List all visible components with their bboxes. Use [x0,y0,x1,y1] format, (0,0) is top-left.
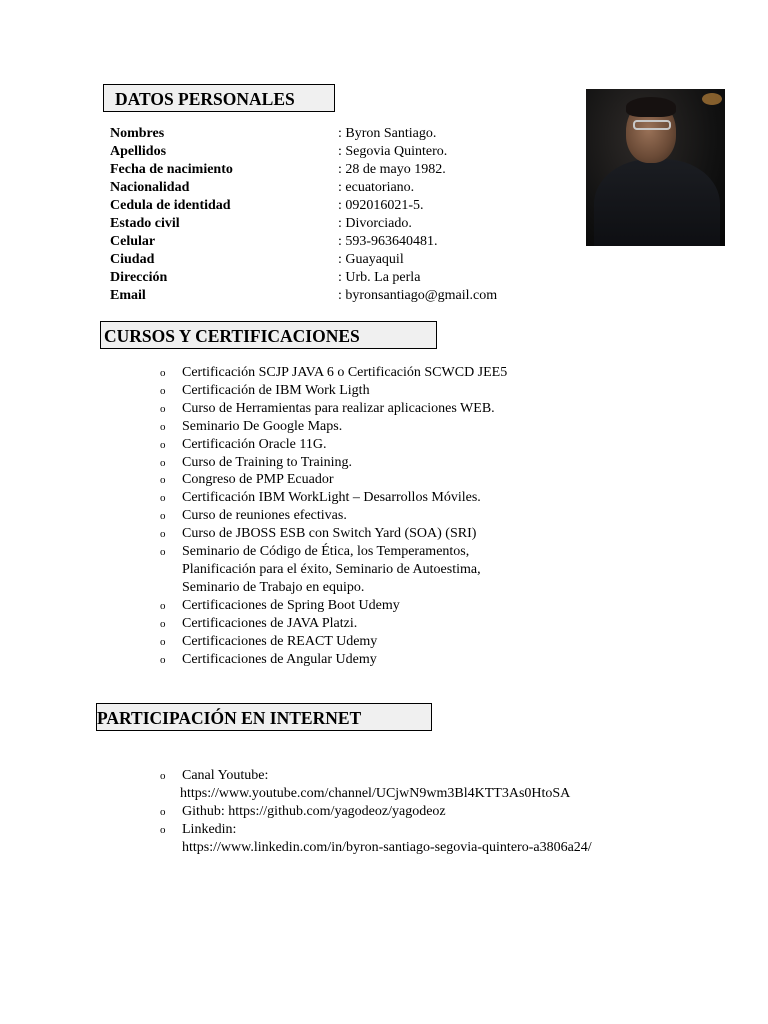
list-item [160,418,507,436]
list-item [160,454,507,472]
personal-value: : byronsantiago@gmail.com [338,288,498,303]
list-item-text: Certificación SCJP JAVA 6 ο Certificación SCWCD JEE5 [182,365,508,380]
personal-value: : ecuatoriano. [338,180,415,195]
personal-row-email [110,287,497,305]
list-item-text: Seminario de Código de Ética, los Temperamentos, [182,544,470,560]
list-item-text: Certificación IBM WorkLight – Desarrollos Móviles. [182,490,481,506]
list-item [160,651,507,669]
list-item-text: Certificación Oracle 11G. [182,436,327,452]
personal-row-celular [110,233,497,251]
personal-label: Nacionalidad [110,180,190,195]
profile-photo [586,89,725,246]
list-item-text: Seminario De Google Maps. [182,418,343,434]
personal-value: : Divorciado. [338,216,412,231]
list-item [160,543,507,597]
list-item [160,471,507,489]
personal-row-apellidos [110,143,497,161]
personal-label: Nombres [110,126,165,141]
list-item [160,597,507,615]
bullet-marker: o [160,635,166,648]
personal-label: Ciudad [110,252,155,267]
personal-label: Estado civil [110,216,180,231]
personal-value: : Segovia Quintero. [338,144,448,159]
bullet-marker: o [160,438,166,451]
list-item-text: Curso de Herramientas para realizar aplicaciones WEB. [182,400,495,416]
section-header-internet: PARTICIPACIÓN EN INTERNET [96,703,432,731]
bullet-marker: o [160,456,166,469]
github-link[interactable]: Github: https://github.com/yagodeoz/yagodeoz [182,803,446,819]
list-item-text: Certificaciones de Spring Boot Udemy [182,597,400,613]
bullet-marker: o [160,492,166,505]
personal-value: : 092016021-5. [338,198,424,213]
bullet-marker: o [160,770,166,782]
personal-row-nombres [110,125,497,143]
bullet-marker: o [160,653,166,666]
personal-label: Cedula de identidad [110,198,231,213]
list-item [160,364,507,382]
bullet-marker: o [160,474,166,487]
bullet-marker: o [160,617,166,630]
courses-list [160,364,507,668]
list-item [160,507,507,525]
bullet-marker: o [160,805,166,818]
bullet-marker: o [160,823,166,836]
personal-row-fecha [110,161,497,179]
photo-body [594,159,720,246]
personal-value: : 593-963640481. [338,234,438,249]
personal-label: Celular [110,234,156,249]
list-item [160,525,507,543]
list-item [160,615,507,633]
list-item-text: Certificaciones de JAVA Platzi. [182,615,358,631]
list-item-text: Curso de JBOSS ESB con Switch Yard (SOA) (SRI) [182,526,477,542]
linkedin-link[interactable]: https://www.linkedin.com/in/byron-santiago-segovia-quintero-a3806a24/ [182,839,592,855]
personal-row-cedula [110,197,497,215]
list-item-text: Linkedin: [182,821,237,837]
section-header-personal: DATOS PERSONALES [103,84,335,112]
bullet-marker: o [160,367,166,379]
bullet-marker: o [160,528,166,541]
personal-label: Dirección [110,270,168,285]
bullet-marker: o [160,599,166,612]
personal-label: Apellidos [110,144,167,159]
internet-list [160,767,592,857]
list-item [160,400,507,418]
photo-hair [626,97,676,117]
list-item-text: Certificaciones de REACT Udemy [182,633,378,649]
personal-row-direccion [110,269,497,287]
bullet-marker: o [160,510,166,523]
personal-data-table [110,125,497,305]
list-item [160,821,592,857]
list-item-text: Canal Youtube: [182,768,269,783]
bullet-marker: o [160,402,166,415]
list-item [160,803,592,821]
personal-value: : 28 de mayo 1982. [338,162,446,177]
list-item [160,767,592,803]
personal-row-nacionalidad [110,179,497,197]
list-item-text: Congreso de PMP Ecuador [182,472,334,488]
list-item-text: Certificaciones de Angular Udemy [182,651,377,667]
list-item [160,382,507,400]
personal-label: Fecha de nacimiento [110,162,233,177]
personal-value: : Guayaquil [338,252,404,267]
bullet-marker: o [160,420,166,433]
list-item-text: Curso de reuniones efectivas. [182,508,347,524]
list-item [160,633,507,651]
list-item-text: Planificación para el éxito, Seminario de Autoestima, [182,561,481,577]
personal-value: : Byron Santiago. [338,126,437,141]
list-item-text: Seminario de Trabajo en equipo. [182,579,365,595]
section-header-courses: CURSOS Y CERTIFICACIONES [100,321,437,349]
bullet-marker: o [160,384,166,397]
personal-value: : Urb. La perla [338,270,421,285]
photo-light [702,93,722,105]
personal-row-estado-civil [110,215,497,233]
list-item [160,436,507,454]
photo-glasses [633,120,671,130]
list-item [160,489,507,507]
personal-label: Email [110,288,146,303]
personal-row-ciudad [110,251,497,269]
youtube-link[interactable]: https://www.youtube.com/channel/UCjwN9wm3Bl4KTT3As0HtoSA [180,785,571,801]
list-item-text: Curso de Training to Training. [182,454,352,470]
bullet-marker: o [160,546,166,559]
list-item-text: Certificación de IBM Work Ligth [182,382,370,398]
